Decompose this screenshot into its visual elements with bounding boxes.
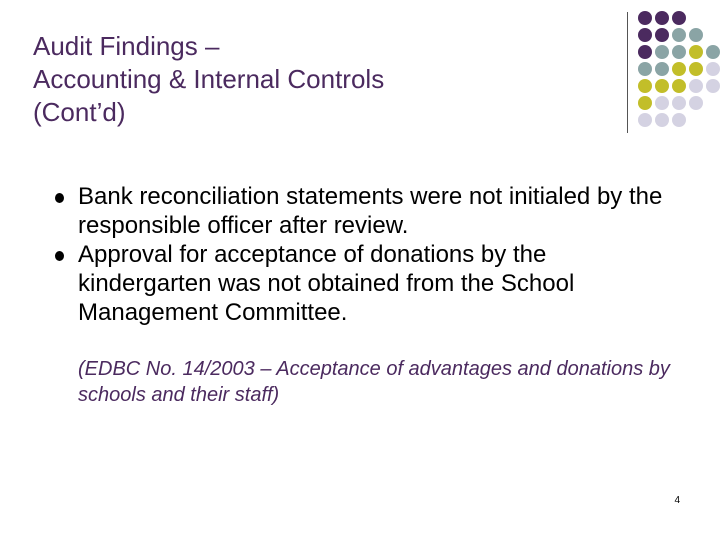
decorative-dot: [638, 11, 652, 25]
decorative-dot: [638, 62, 652, 76]
decorative-dot: [638, 113, 652, 127]
decorative-dot: [706, 45, 720, 59]
decorative-divider-line: [627, 12, 628, 133]
title-line-3: (Cont’d): [33, 97, 126, 127]
decorative-dot: [706, 62, 720, 76]
reference-note: (EDBC No. 14/2003 – Acceptance of advantages and donations by schools and their staff): [78, 358, 670, 406]
bullet-text: Approval for acceptance of donations by the kindergarten was not obtained from the School Management Committee.: [78, 241, 575, 326]
decorative-dot: [689, 45, 703, 59]
decorative-dot: [672, 45, 686, 59]
decorative-dot: [706, 79, 720, 93]
decorative-dot: [672, 79, 686, 93]
decorative-dot: [655, 28, 669, 42]
title-line-1: Audit Findings –: [33, 31, 220, 61]
slide-title: [33, 30, 593, 129]
decorative-dot: [689, 62, 703, 76]
decorative-dot: [638, 79, 652, 93]
decorative-dot: [672, 28, 686, 42]
decorative-dot: [672, 96, 686, 110]
bullet-dot-icon: [55, 193, 64, 203]
decorative-dot: [655, 11, 669, 25]
title-line-2: Accounting & Internal Controls: [33, 64, 385, 94]
decorative-dot: [655, 45, 669, 59]
decorative-dot: [672, 113, 686, 127]
decorative-dot: [655, 113, 669, 127]
decorative-dot: [689, 96, 703, 110]
decorative-dot: [655, 79, 669, 93]
decorative-dot: [655, 62, 669, 76]
decorative-dot: [672, 11, 686, 25]
decorative-dot: [655, 96, 669, 110]
bullet-item-donations: [52, 240, 672, 327]
decorative-dot: [689, 79, 703, 93]
bullet-dot-icon: [55, 251, 64, 261]
decorative-dot: [672, 62, 686, 76]
decorative-dot: [689, 28, 703, 42]
bullet-text: Bank reconciliation statements were not initialed by the responsible officer after review.: [78, 183, 663, 239]
decorative-dot: [638, 96, 652, 110]
bullet-item-reconciliation: [52, 182, 672, 240]
decorative-dot: [638, 28, 652, 42]
bullet-list: [52, 182, 672, 327]
page-number: 4: [674, 495, 680, 506]
decorative-dot: [638, 45, 652, 59]
